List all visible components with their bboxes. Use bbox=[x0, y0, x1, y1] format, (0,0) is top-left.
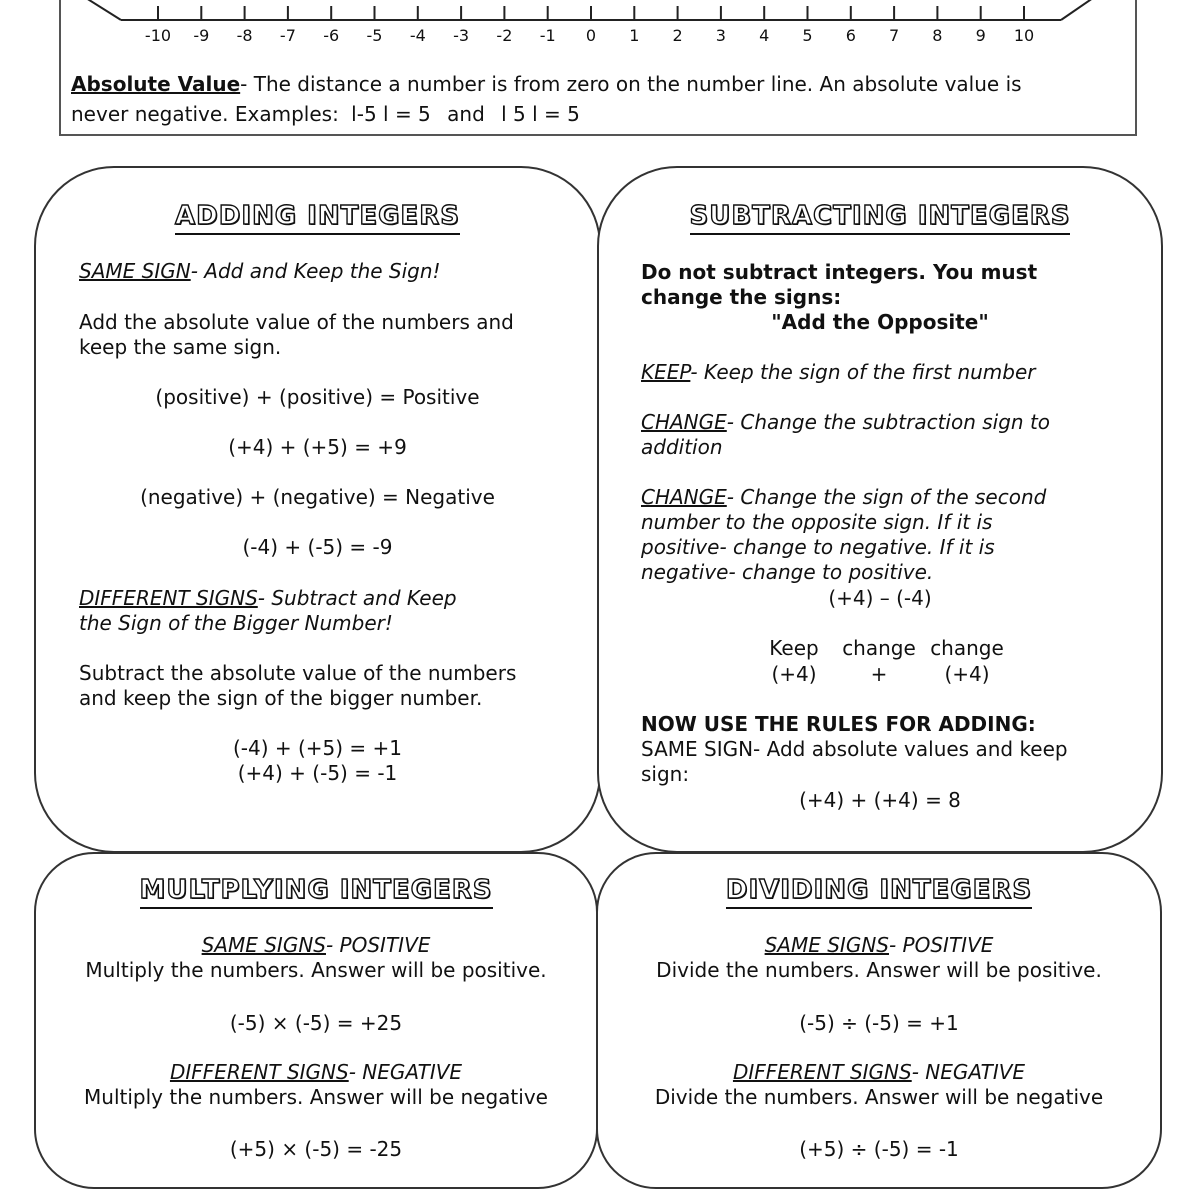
mult-diff-result: - NEGATIVE bbox=[348, 1060, 463, 1084]
absolute-example-1: l-5 l = 5 bbox=[351, 102, 431, 126]
kcc-change-1: change bbox=[842, 636, 916, 660]
number-line bbox=[61, 0, 1139, 28]
change2-rule-2: number to the opposite sign. If it is bbox=[641, 510, 993, 534]
mult-same-example: (-5) × (-5) = +25 bbox=[229, 1011, 403, 1035]
number-line-tick-label: -4 bbox=[409, 26, 426, 45]
number-line-tick-label: -9 bbox=[193, 26, 210, 45]
adding-pos-example: (+4) + (+5) = +9 bbox=[228, 435, 407, 459]
mult-diff-line bbox=[36, 1060, 596, 1085]
adding-neg-example: (-4) + (-5) = -9 bbox=[242, 535, 393, 559]
different-signs-label: DIFFERENT SIGNS bbox=[79, 586, 258, 610]
subtracting-title: SUBTRACTING INTEGERS bbox=[599, 201, 1161, 231]
div-diff-example: (+5) ÷ (-5) = -1 bbox=[799, 1137, 959, 1161]
change2-rule-1: - Change the sign of the second bbox=[726, 485, 1047, 509]
kcc-plus: + bbox=[870, 662, 888, 686]
change1-rule-2: addition bbox=[641, 435, 723, 459]
subtract-change1-line bbox=[641, 410, 1050, 435]
subtract-intro-2: change the signs: bbox=[641, 285, 842, 309]
subtract-intro-3: "Add the Opposite" bbox=[771, 310, 989, 334]
adding-pos-rule: (positive) + (positive) = Positive bbox=[155, 385, 480, 409]
kcc-change-2: change bbox=[930, 636, 1004, 660]
div-diff-label: DIFFERENT SIGNS bbox=[732, 1060, 912, 1084]
number-line-tick-label: 7 bbox=[889, 26, 900, 45]
mult-same-label: SAME SIGNS bbox=[201, 933, 326, 957]
mult-diff-label: DIFFERENT SIGNS bbox=[169, 1060, 349, 1084]
div-same-desc: Divide the numbers. Answer will be positive. bbox=[656, 958, 1102, 982]
mult-diff-example: (+5) × (-5) = -25 bbox=[229, 1137, 403, 1161]
subtract-change2-line bbox=[641, 485, 1046, 510]
number-line-tick-label: 6 bbox=[845, 26, 856, 45]
subtract-example: (+4) – (-4) bbox=[828, 586, 932, 610]
number-line-tick-label: -2 bbox=[496, 26, 513, 45]
different-signs-rule-1: - Subtract and Keep bbox=[257, 586, 457, 610]
subtract-result: (+4) + (+4) = 8 bbox=[799, 788, 961, 812]
now-use-rules: NOW USE THE RULES FOR ADDING: bbox=[641, 712, 1036, 736]
adding-diff-example-1: (-4) + (+5) = +1 bbox=[232, 736, 403, 760]
div-same-label: SAME SIGNS bbox=[764, 933, 889, 957]
absolute-value-term: Absolute Value bbox=[71, 72, 241, 96]
number-line-tick-label: 9 bbox=[975, 26, 986, 45]
same-sign-rule: - Add and Keep the Sign! bbox=[190, 259, 441, 283]
adding-neg-rule: (negative) + (negative) = Negative bbox=[140, 485, 495, 509]
subtract-same-sign-2: sign: bbox=[641, 762, 690, 786]
kcc-value-2: (+4) bbox=[944, 662, 990, 686]
kcc-value-1: (+4) bbox=[771, 662, 817, 686]
dividing-integers-card bbox=[596, 852, 1162, 1189]
number-line-tick-label: -10 bbox=[144, 26, 172, 45]
adding-same-desc-1: Add the absolute value of the numbers and bbox=[79, 310, 514, 334]
subtract-keep-line bbox=[641, 360, 1036, 385]
number-line-tick-label: -1 bbox=[539, 26, 556, 45]
same-sign-label: SAME SIGN bbox=[79, 259, 191, 283]
multiplying-title: MULTPLYING INTEGERS bbox=[36, 875, 596, 905]
number-line-tick-label: 10 bbox=[1013, 26, 1035, 45]
absolute-value-text-cont: never negative. Examples: bbox=[71, 102, 339, 126]
number-line-tick-label: -5 bbox=[366, 26, 383, 45]
adding-diff-desc-1: Subtract the absolute value of the numbers bbox=[79, 661, 517, 685]
number-line-tick-label: 0 bbox=[585, 26, 597, 45]
absolute-example-2: l 5 l = 5 bbox=[501, 102, 580, 126]
change1-label: CHANGE bbox=[641, 410, 727, 434]
adding-diff-line-1 bbox=[79, 586, 457, 611]
subtract-same-sign-1: SAME SIGN- Add absolute values and keep bbox=[641, 737, 1068, 761]
dividing-title: DIVIDING INTEGERS bbox=[598, 875, 1160, 905]
adding-diff-desc-2: and keep the sign of the bigger number. bbox=[79, 686, 483, 710]
change2-label: CHANGE bbox=[641, 485, 727, 509]
adding-title: ADDING INTEGERS bbox=[36, 201, 599, 231]
change2-rule-4: negative- change to positive. bbox=[641, 560, 934, 584]
mult-diff-desc: Multiply the numbers. Answer will be negative bbox=[84, 1085, 548, 1109]
subtracting-integers-card bbox=[597, 166, 1163, 853]
mult-same-result: - POSITIVE bbox=[325, 933, 431, 957]
number-line-tick-label: 8 bbox=[932, 26, 943, 45]
change2-rule-3: positive- change to negative. If it is bbox=[641, 535, 995, 559]
number-line-left-arrow bbox=[86, 0, 121, 20]
mult-same-desc: Multiply the numbers. Answer will be positive. bbox=[85, 958, 547, 982]
adding-diff-example-2: (+4) + (-5) = -1 bbox=[237, 761, 398, 785]
absolute-value-definition bbox=[71, 69, 1131, 129]
div-diff-result: - NEGATIVE bbox=[911, 1060, 1026, 1084]
number-line-tick-label: -3 bbox=[453, 26, 470, 45]
number-line-tick-label: 1 bbox=[629, 26, 640, 45]
keep-label: KEEP bbox=[641, 360, 691, 384]
div-same-line bbox=[598, 933, 1160, 958]
adding-same-desc-2: keep the same sign. bbox=[79, 335, 282, 359]
adding-integers-card bbox=[34, 166, 601, 853]
number-line-tick-label: 5 bbox=[802, 26, 813, 45]
number-line-right-arrow bbox=[1061, 0, 1093, 20]
absolute-value-box bbox=[59, 0, 1137, 136]
kcc-keep: Keep bbox=[769, 636, 819, 660]
div-same-example: (-5) ÷ (-5) = +1 bbox=[799, 1011, 959, 1035]
keep-rule: - Keep the sign of the first number bbox=[690, 360, 1036, 384]
absolute-value-text: - The distance a number is from zero on the number line. An absolute value is bbox=[240, 72, 1022, 96]
div-diff-desc: Divide the numbers. Answer will be negative bbox=[654, 1085, 1104, 1109]
multiplying-integers-card bbox=[34, 852, 598, 1189]
adding-diff-rule-2: the Sign of the Bigger Number! bbox=[79, 611, 393, 635]
number-line-tick-label: 3 bbox=[715, 26, 726, 45]
absolute-example-and: and bbox=[447, 102, 485, 126]
div-same-result: - POSITIVE bbox=[888, 933, 994, 957]
change1-rule-1: - Change the subtraction sign to bbox=[726, 410, 1051, 434]
number-line-tick-label: 4 bbox=[759, 26, 770, 45]
number-line-tick-label: -7 bbox=[279, 26, 296, 45]
number-line-tick-label: 2 bbox=[672, 26, 683, 45]
mult-same-line bbox=[36, 933, 596, 958]
number-line-tick-label: -8 bbox=[236, 26, 253, 45]
subtract-intro-1: Do not subtract integers. You must bbox=[641, 260, 1038, 284]
div-diff-line bbox=[598, 1060, 1160, 1085]
number-line-tick-label: -6 bbox=[323, 26, 340, 45]
adding-same-sign-line bbox=[79, 259, 441, 284]
